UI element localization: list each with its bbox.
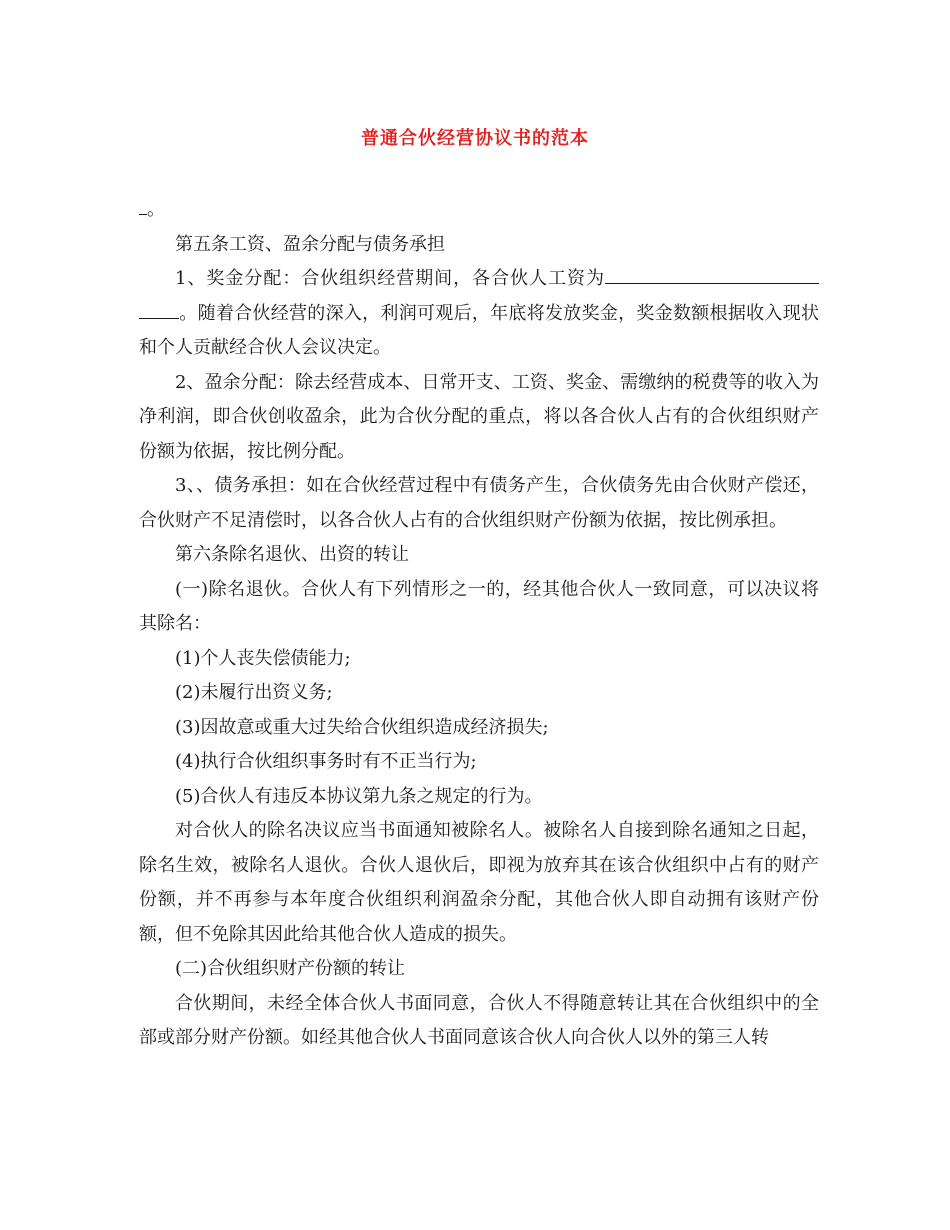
article-6-clause-4: (4)执行合伙组织事务时有不正当行为;	[175, 751, 477, 772]
article-6-clause-5: (5)合伙人有违反本协议第九条之规定的行为。	[175, 785, 543, 807]
salary-blank-continued	[139, 300, 179, 319]
article-5-item-3: 3、、债务承担：如在合伙经营过程中有债务产生，合伙债务先由合伙财产偿还，合伙财产不足清偿时，以各合伙人占有的合伙组织财产份额为依据，按比例承担。	[139, 475, 819, 531]
article-5-item-1: 1、奖金分配：合伙组织经营期间，各合伙人工资为。随着合伙经营的深入，利润可观后，年底将发放奖金，奖金数额根据收入现状和个人贡献经合伙人会议决定。	[139, 262, 819, 366]
article-5-item-2: 2、盈余分配：除去经营成本、日常开支、工资、奖金、需缴纳的税费等的收入为净利润，即合伙创收盈余，此为合伙分配的重点，将以各合伙人占有的合伙组织财产份额为依据，按比例分配。	[139, 371, 819, 462]
article-6-clause-3: (3)因故意或重大过失给合伙组织造成经济损失;	[175, 716, 549, 738]
article-6-section-1: (一)除名退伙。合伙人有下列情形之一的，经其他合伙人一致同意，可以决议将其除名：	[139, 578, 819, 634]
fill-in-blank	[139, 196, 147, 215]
article-6-section-2: (二)合伙组织财产份额的转让	[175, 958, 406, 979]
article-5-heading: 第五条工资、盈余分配与债务承担	[175, 233, 445, 255]
article-6-section-2-body: 合伙期间，未经全体合伙人书面同意，合伙人不得随意转让其在合伙组织中的全部或部分财产份额。如经其他合伙人书面同意该合伙人向合伙人以外的第三人转	[139, 992, 819, 1048]
article-6-clause-2: (2)未履行出资义务;	[175, 682, 333, 703]
article-6-heading: 第六条除名退伙、出资的转让	[175, 544, 409, 565]
article-6-clause-1: (1)个人丧失偿债能力;	[175, 647, 351, 669]
article-6-removal-effect: 对合伙人的除名决议应当书面通知被除名人。被除名人自接到除名通知之日起，除名生效，被除名人退伙。合伙人退伙后，即视为放弃其在该合伙组织中占有的财产份额，并不再参与本年度合伙组织利润盈余分配，其他合伙人即自动拥有该财产份额，但不免除其因此给其他合伙人造成的损失。	[139, 820, 819, 945]
document-title: 普通合伙经营协议书的范本	[361, 128, 589, 149]
salary-blank	[605, 265, 819, 284]
document-body	[139, 193, 819, 1056]
opening-fragment: 。	[139, 193, 819, 228]
